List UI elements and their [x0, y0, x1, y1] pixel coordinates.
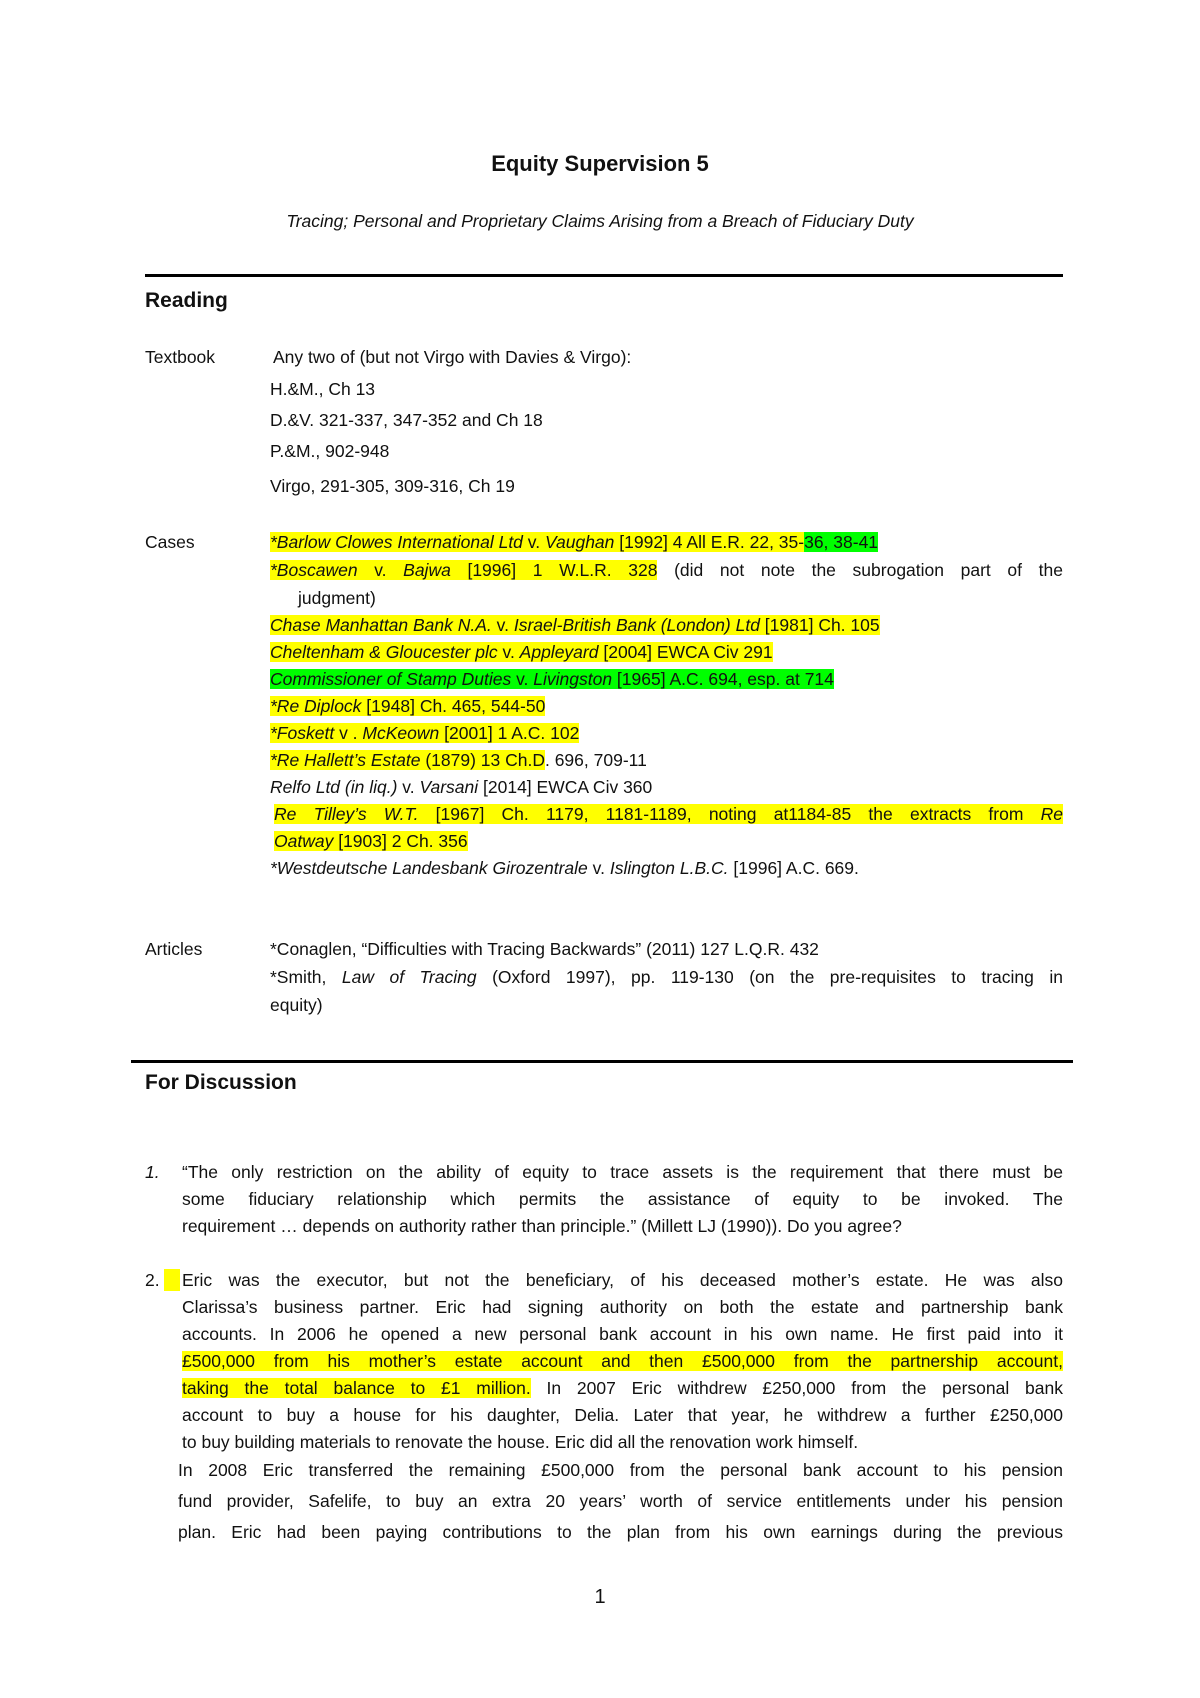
case-entry: [270, 641, 773, 663]
textbook-item: D.&V. 321-337, 347-352 and Ch 18: [270, 410, 543, 430]
textbook-item: P.&M., 902-948: [270, 441, 390, 461]
case-v: v.: [491, 615, 514, 635]
question-number: 2.: [145, 1269, 180, 1291]
case-name: *Barlow Clowes International Ltd: [270, 532, 523, 552]
highlight-marker: [164, 1269, 180, 1291]
case-entry-continued: [274, 830, 468, 852]
case-v: v.: [397, 777, 420, 797]
case-name: *Boscawen: [270, 560, 358, 580]
case-entry: [270, 559, 1063, 581]
page-subtitle: Tracing; Personal and Proprietary Claims Arising from a Breach of Fiduciary Duty: [286, 211, 914, 231]
cases-label: Cases: [145, 532, 195, 552]
case-citation: [1981] Ch. 105: [759, 615, 880, 635]
question-line: some fiduciary relationship which permits the assistance of equity to be invoked. The: [182, 1189, 1063, 1209]
case-note-continued: judgment): [298, 588, 376, 608]
case-pages: . 696, 709-11: [544, 750, 647, 770]
question-line: fund provider, Safelife, to buy an extra 20 years’ worth of service entitlements under his pension: [178, 1491, 1063, 1511]
article-entry: *Conaglen, “Difficulties with Tracing Backwards” (2011) 127 L.Q.R. 432: [270, 939, 819, 959]
case-entry: [270, 668, 834, 690]
case-name: Bajwa: [403, 560, 451, 580]
discussion-heading: For Discussion: [145, 1071, 297, 1094]
article-entry-continued: equity): [270, 995, 323, 1015]
case-citation: [1965] A.C. 694, esp. at 714: [612, 669, 834, 689]
textbook-item: H.&M., Ch 13: [270, 379, 376, 399]
case-entry: [270, 776, 652, 798]
article-author: *Smith,: [270, 967, 342, 987]
case-name: *Westdeutsche Landesbank Girozentrale: [270, 858, 588, 878]
question-number: 1.: [145, 1162, 160, 1182]
case-v: v.: [357, 560, 404, 580]
case-note: (did not note the subrogation part of the: [657, 560, 1063, 580]
case-v: v .: [334, 723, 363, 743]
case-name: Varsani: [419, 777, 479, 797]
case-entry: [270, 857, 859, 879]
case-v: v.: [522, 532, 545, 552]
case-name: Vaughan: [544, 532, 615, 552]
case-name: Relfo Ltd (in liq.): [270, 777, 398, 797]
case-name: *Re Diplock: [270, 696, 362, 716]
case-entry: [270, 749, 647, 771]
case-entry: [270, 722, 579, 744]
highlighted-text: £500,000 from his mother’s estate account and then £500,000 from the partnership account,: [182, 1351, 1063, 1371]
case-v: v.: [587, 858, 610, 878]
article-citation: (Oxford 1997), pp. 119-130 (on the pre-requisites to tracing in: [476, 967, 1063, 987]
case-name: Chase Manhattan Bank N.A.: [270, 615, 492, 635]
case-name: Re: [1040, 804, 1064, 824]
case-name: *Foskett: [270, 723, 335, 743]
textbook-item: Virgo, 291-305, 309-316, Ch 19: [270, 476, 515, 496]
page-title: Equity Supervision 5: [491, 151, 709, 176]
header-divider: [145, 274, 1063, 277]
case-citation: [1996] A.C. 669.: [728, 858, 859, 878]
question-line: requirement … depends on authority rather than principle.” (Millett LJ (1990)). Do you agree?: [182, 1216, 902, 1236]
question-line: “The only restriction on the ability of equity to trace assets is the requirement that there must be: [182, 1162, 1063, 1182]
question-line: Eric was the executor, but not the beneficiary, of his deceased mother’s estate. He was also: [182, 1270, 1063, 1290]
case-citation: [2014] EWCA Civ 360: [478, 777, 653, 797]
textbook-label: Textbook: [145, 347, 216, 367]
case-citation: [1992] 4 All E.R. 22, 35-: [614, 532, 805, 552]
case-name: Re Tilley’s W.T.: [274, 804, 419, 824]
question-line: [182, 1350, 1063, 1372]
case-name: Appleyard: [519, 642, 599, 662]
case-citation: [1948] Ch. 465, 544-50: [361, 696, 546, 716]
case-pages: 36, 38-41: [804, 532, 879, 552]
question-line: accounts. In 2006 he opened a new personal bank account in his own name. He first paid into it: [182, 1324, 1063, 1344]
case-entry: [270, 695, 545, 717]
question-line: taking the total balance to £1 million. In 2007 Eric withdrew £250,000 from the personal bank: [182, 1378, 1064, 1398]
case-citation: [1967] Ch. 1179, 1181-1189, noting at1184-85 the extracts from: [418, 804, 1041, 824]
case-citation: [1996] 1 W.L.R. 328: [450, 560, 658, 580]
article-entry: [270, 966, 1063, 988]
question-line: In 2008 Eric transferred the remaining £500,000 from the personal bank account to his pension: [178, 1460, 1063, 1480]
case-name: Islington L.B.C.: [609, 858, 729, 878]
case-name: Commissioner of Stamp Duties: [270, 669, 512, 689]
case-citation: (1879) 13 Ch.D: [420, 750, 545, 770]
case-v: v.: [511, 669, 534, 689]
question-line: Clarissa’s business partner. Eric had signing authority on both the estate and partnership bank: [182, 1297, 1063, 1317]
question-line: account to buy a house for his daughter, Delia. Later that year, he withdrew a further £250,000: [182, 1405, 1063, 1425]
case-entry: [270, 614, 880, 636]
case-name: Cheltenham & Gloucester plc: [270, 642, 498, 662]
textbook-intro: Any two of (but not Virgo with Davies & Virgo):: [273, 347, 632, 367]
case-name: McKeown: [362, 723, 440, 743]
page-number: 1: [594, 1586, 606, 1608]
question-line: to buy building materials to renovate the house. Eric did all the renovation work himself.: [182, 1432, 859, 1452]
case-entry: [270, 531, 878, 553]
case-citation: [1903] 2 Ch. 356: [333, 831, 468, 851]
question-line: plan. Eric had been paying contributions to the plan from his own earnings during the previous: [178, 1522, 1063, 1542]
case-entry: [274, 803, 1063, 825]
case-name: Oatway: [274, 831, 334, 851]
case-name: *Re Hallett’s Estate: [270, 750, 421, 770]
case-name: Israel-British Bank (London) Ltd: [513, 615, 760, 635]
case-citation: [2001] 1 A.C. 102: [439, 723, 580, 743]
article-title: Law of Tracing: [341, 967, 477, 987]
case-v: v.: [497, 642, 520, 662]
highlighted-text: taking the total balance to £1 million.: [182, 1378, 531, 1398]
case-citation: [2004] EWCA Civ 291: [598, 642, 773, 662]
section-divider: [131, 1060, 1073, 1063]
articles-label: Articles: [145, 939, 203, 959]
case-name: Livingston: [533, 669, 613, 689]
reading-heading: Reading: [145, 289, 228, 312]
